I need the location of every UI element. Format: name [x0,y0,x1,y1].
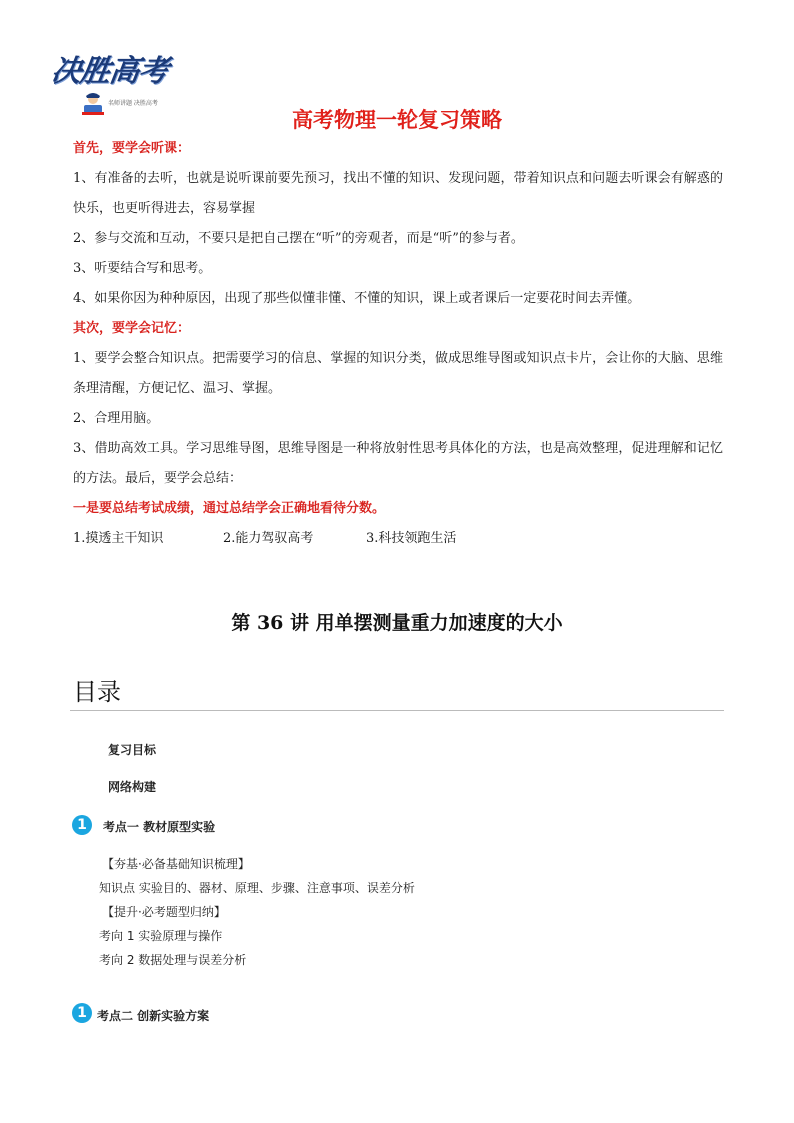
lecture-title: 第 36 讲 用单摆测量重力加速度的大小 [231,612,563,634]
toc-network[interactable]: 网络构建 [108,780,157,794]
strategy-body [73,134,723,554]
listening-item-1: 1、有准备的去听，也就是说听课前要先预习，找出不懂的知识、发现问题，带着知识点和问题去听课会有解惑的快乐，也更听得进去，容易掌握 [73,171,723,216]
toc-point-1-advanced[interactable]: 【提升·必考题型归纳】 [102,905,226,919]
toc-point-1-direction-1[interactable]: 考向 1 实验原理与操作 [99,929,223,943]
strategy-title: 高考物理一轮复习策略 [292,108,502,132]
toc-divider [70,710,724,711]
toc-point-1[interactable]: 考点一 教材原型实验 [103,820,216,834]
toc-review-goal[interactable]: 复习目标 [108,743,157,757]
toc-point-1-basics[interactable]: 【夯基·必备基础知识梳理】 [102,857,250,871]
toc-point-1-knowledge[interactable]: 知识点 实验目的、器材、原理、步骤、注意事项、误差分析 [99,881,415,895]
summary-list-item-2: 2.能力驾驭高考 [223,531,314,546]
listening-item-2: 2、参与交流和互动，不要只是把自己摆在“听”的旁观者，而是“听”的参与者。 [73,231,524,246]
listening-item-4: 4、如果你因为种种原因，出现了那些似懂非懂、不懂的知识，课上或者课后一定要花时间去弄懂。 [73,291,641,306]
section-heading-memory: 其次，要学会记忆： [73,321,191,336]
memory-item-2: 2、合理用脑。 [73,411,160,426]
point-2-number-icon: 1 [72,1003,92,1023]
listening-item-3: 3、听要结合写和思考。 [73,261,212,276]
memory-item-1: 1、要学会整合知识点。把需要学习的信息、掌握的知识分类，做成思维导图或知识点卡片，会让你的大脑、思维条理清醒，方便记忆、温习、掌握。 [73,351,723,396]
summary-list [73,524,723,554]
summary-line: 一是要总结考试成绩，通过总结学会正确地看待分数。 [73,501,386,516]
logo-text: 决胜高考 [49,54,170,89]
memory-item-3: 3、借助高效工具。学习思维导图，思维导图是一种将放射性思考具体化的方法，也是高效整理，促进理解和记忆的方法。最后，要学会总结： [73,441,723,486]
section-heading-listening: 首先，要学会听课： [73,141,191,156]
point-1-number-icon: 1 [72,815,92,835]
toc-heading: 目录 [73,678,121,706]
logo-caption: 名师讲题 决胜高考 [108,100,158,107]
toc-point-1-direction-2[interactable]: 考向 2 数据处理与误差分析 [99,953,247,967]
toc-point-2[interactable]: 考点二 创新实验方案 [97,1009,210,1023]
summary-list-item-1: 1.摸透主干知识 [73,531,164,546]
summary-list-item-3: 3.科技领跑生活 [366,531,457,546]
